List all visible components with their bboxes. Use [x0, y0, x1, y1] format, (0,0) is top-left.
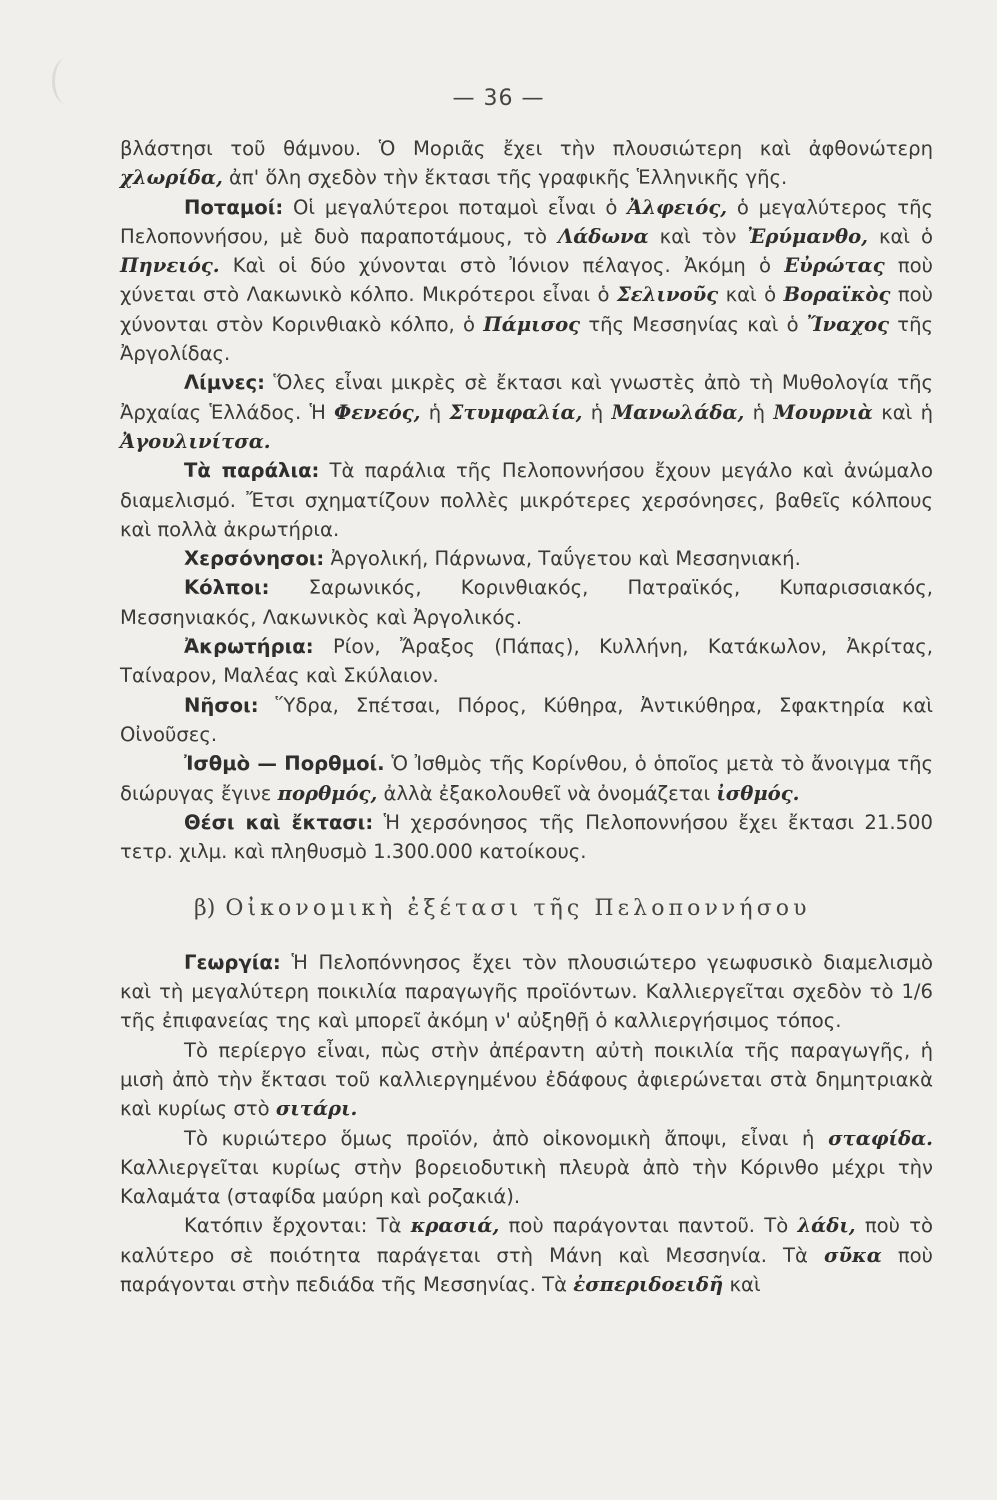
text: Ὕδρα, Σπέτσαι, Πόρος, Κύθηρα, Ἀντικύθηρα, Σφακτηρία καὶ Οἰνοῦσες. [120, 693, 933, 746]
emphasis-term: Μανωλάδα, [611, 400, 745, 424]
section-label: Γεωργία: [184, 950, 281, 974]
emphasis-term: σῦκα [824, 1243, 882, 1267]
text: βλάστησι τοῦ θάμνου. Ὁ Μοριᾶς ἔχει τὴν πλουσιώτερη καὶ ἀφθονώτερη [120, 137, 933, 160]
paragraph-products [120, 1211, 933, 1299]
paragraph-vegetation [120, 134, 933, 193]
emphasis-term: ἐσπεριδοειδῆ [573, 1272, 724, 1296]
emphasis-term: Βοραϊκὸς [783, 283, 891, 307]
text: ἀπ' ὅλη σχεδὸν τὴν ἔκτασι τῆς γραφικῆς Ἑλληνικῆς γῆς. [222, 166, 788, 190]
emphasis-term: κρασιά, [410, 1214, 500, 1238]
section-heading-title: Οἰκονομικὴ ἐξέτασι τῆς Πελοποννήσου [225, 896, 811, 922]
text: Ἀργολική, Πάρνωνα, Ταΰγετου καὶ Μεσσηνιακή. [324, 547, 801, 571]
text: ὁ μεγαλύτερος τῆς Πελοποννήσου, μὲ δυὸ παραποτάμους, τὸ [120, 195, 933, 248]
text: Ὁ Ἰσθμὸς τῆς Κορίνθου, ὁ ὁποῖος μετὰ τὸ ἄνοιγμα τῆς διώρυγας ἔγινε [120, 752, 933, 805]
section-label: Ἰσθμὸ — Πορθμοί. [184, 752, 385, 776]
emphasis-term: πορθμός, [277, 781, 378, 805]
text: Τὸ κυριώτερο ὅμως προϊόν, ἀπὸ οἰκονομικὴ ἄποψι, εἶναι ἡ [184, 1126, 829, 1150]
text: Τὰ παράλια τῆς Πελοποννήσου ἔχουν μεγάλο καὶ ἀνώμαλο διαμελισμό. Ἔτσι σχηματίζουν πολλὲς μικρότερες χερσόνησες, βαθεῖς κόλπους καὶ πολλὰ ἀκρωτήρια. [120, 459, 933, 541]
emphasis-term: λάδι, [797, 1214, 856, 1238]
emphasis-term: Μουρνιὰ [773, 400, 873, 424]
text: Σαρωνικός, Κορινθιακός, Πατραϊκός, Κυπαρισσιακός, Μεσσηνιακός, Λακωνικὸς καὶ Ἀργολικός. [120, 576, 933, 629]
text: ποὺ χύνεται στὸ Λακωνικὸ κόλπο. Μικρότεροι εἶναι ὁ [120, 254, 933, 307]
text: Τὸ περίεργο εἶναι, πὼς στὴν ἀπέραντη αὐτὴ ποικιλία τῆς παραγωγῆς, ἡ μισὴ ἀπὸ τὴν ἔκτασι τοῦ καλλιεργημένου ἐδάφους ἀφιερώνεται στὰ δημητριακὰ καὶ κυρίως στὸ [120, 1038, 933, 1121]
paragraph-position-area [120, 808, 933, 867]
paragraph-isthmus [120, 749, 933, 808]
emphasis-term: Πάμισος [483, 312, 581, 336]
text: τῆς Ἀργολίδας. [120, 312, 933, 366]
emphasis-term: σιτάρι. [275, 1097, 358, 1121]
section-heading-number: β) [194, 896, 216, 922]
section-label: Κόλποι: [184, 576, 270, 600]
text: Καὶ οἱ δύο χύνονται στὸ Ἰόνιον πέλαγος. Ἀκόμη ὁ [219, 254, 785, 278]
text: ἡ [420, 400, 450, 424]
text: Οἱ μεγαλύτεροι ποταμοὶ εἶναι ὁ [283, 195, 628, 219]
emphasis-term: Σελινοῦς [616, 283, 719, 307]
emphasis-term: Ἀλφειός, [627, 195, 728, 219]
text: καὶ ἡ [872, 400, 934, 424]
emphasis-term: Ἴναχος [806, 312, 890, 336]
paragraph-capes [120, 632, 933, 691]
text: Ἡ Πελοπόννησος ἔχει τὸν πλουσιώτερο γεωφυσικὸ διαμελισμὸ καὶ τὴ μεγαλύτερη ποικιλία παραγωγῆς προϊόντων. Καλλιεργεῖται σχεδὸν τὸ 1/6 τῆς ἐπιφανείας της καὶ μπορεῖ ἀκόμη ν' αὐξηθῇ ὁ καλλιεργήσιμος τόπος. [120, 950, 933, 1033]
text: ἡ [744, 400, 774, 424]
section-label: Ἀκρωτήρια: [184, 635, 314, 659]
section-label: Χερσόνησοι: [184, 547, 325, 571]
text: ἀλλὰ ἐξακολουθεῖ νὰ ὀνομάζεται [377, 781, 717, 805]
section-label: Ποταμοί: [184, 195, 284, 219]
paragraph-coasts [120, 456, 933, 544]
text: ἡ [582, 400, 612, 424]
section-label: Νῆσοι: [184, 693, 259, 717]
page-body [120, 134, 933, 1299]
paragraph-islands [120, 691, 933, 750]
paragraph-cereals [120, 1036, 933, 1124]
text: καὶ ὁ [867, 224, 933, 248]
emphasis-term: Εὐρώτας [784, 254, 885, 278]
emphasis-term: Φενεός, [334, 400, 421, 424]
emphasis-term: Ἐρύμανθο, [747, 224, 868, 248]
paragraph-lakes [120, 368, 933, 456]
text: ποὺ παράγονται στὴν πεδιάδα τῆς Μεσσηνίας. Τὰ [120, 1243, 933, 1296]
paragraph-gulfs [120, 573, 933, 632]
emphasis-term: ἰσθμός. [716, 781, 800, 805]
paragraph-raisin [120, 1124, 933, 1212]
paragraph-peninsulas [120, 544, 933, 573]
emphasis-term: χλωρίδα, [120, 166, 223, 190]
text: Ὅλες εἶναι μικρὲς σὲ ἔκτασι καὶ γνωστὲς ἀπὸ τὴ Μυθολογία τῆς Ἀρχαίας Ἑλλάδος. Ἡ [120, 371, 933, 424]
emphasis-term: Πηνειός. [120, 254, 220, 278]
text: Καλλιεργεῖται κυρίως στὴν βορειοδυτικὴ πλευρὰ ἀπὸ τὴν Κόρινθο μέχρι τὴν Καλαμάτα (σταφίδα μαύρη καὶ ροζακιά). [120, 1155, 933, 1209]
text: Ἡ χερσόνησος τῆς Πελοποννήσου ἔχει ἔκτασι 21.500 τετρ. χιλμ. καὶ πληθυσμὸ 1.300.000 κατοίκους. [120, 810, 933, 864]
text: Ρίον, Ἄραξος (Πάπας), Κυλλήνη, Κατάκωλον, Ἀκρίτας, Ταίναρον, Μαλέας καὶ Σκύλαιον. [120, 635, 933, 688]
emphasis-term: Στυμφαλία, [449, 400, 583, 424]
page-number: — 36 — [452, 86, 545, 111]
section-label: Λίμνες: [184, 371, 265, 395]
emphasis-term: σταφίδα. [828, 1126, 933, 1150]
text: ποὺ χύνονται στὸν Κορινθιακὸ κόλπο, ὁ [120, 283, 933, 336]
text: καὶ [723, 1272, 761, 1296]
text: καὶ τὸν [648, 224, 748, 248]
paragraph-rivers [120, 193, 933, 369]
emphasis-term: Ἀγουλινίτσα. [120, 429, 271, 453]
paragraph-agriculture [120, 948, 933, 1036]
text: ποὺ παράγονται παντοῦ. Τὸ [499, 1214, 798, 1238]
section-label: Θέσι καὶ ἔκτασι: [184, 810, 374, 834]
section-label: Τὰ παράλια: [184, 459, 320, 483]
text: ποὺ τὸ καλύτερο σὲ ποιότητα παράγεται στὴ Μάνη καὶ Μεσσηνία. Τὰ [120, 1214, 933, 1267]
text: καὶ ὁ [718, 283, 784, 307]
emphasis-term: Λάδωνα [558, 224, 649, 248]
section-heading [194, 894, 933, 923]
text: Κατόπιν ἔρχονται: Τὰ [184, 1214, 411, 1238]
text: τῆς Μεσσηνίας καὶ ὁ [580, 312, 807, 336]
